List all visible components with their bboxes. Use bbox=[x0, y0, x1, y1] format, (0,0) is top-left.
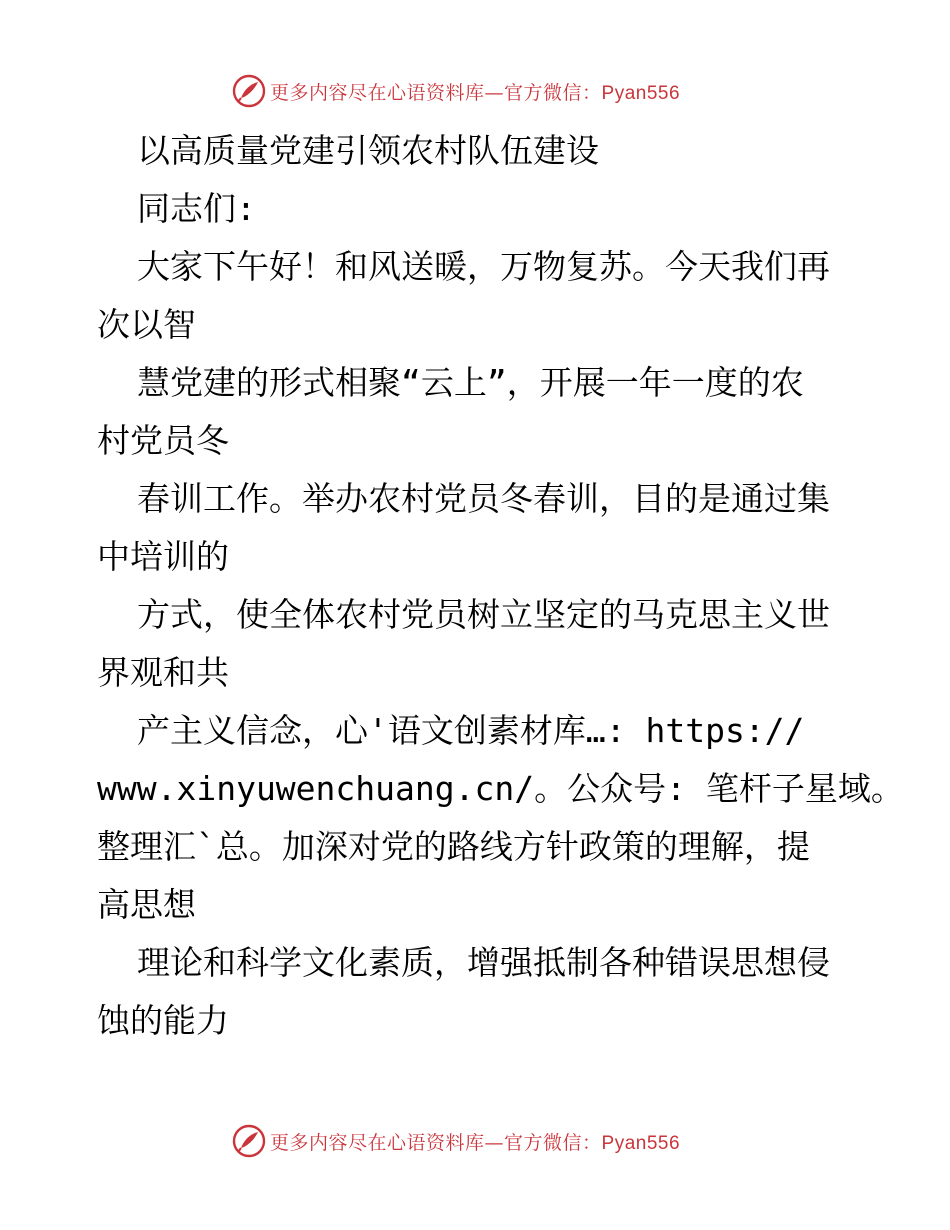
wechat-id: Pyan556 bbox=[601, 1132, 681, 1154]
header-banner bbox=[232, 74, 712, 108]
body-line: 理论和科学文化素质，增强抵制各种错误思想侵 bbox=[137, 943, 830, 982]
salutation: 同志们: bbox=[137, 189, 256, 228]
body-line: 中培训的 bbox=[97, 537, 229, 576]
header-banner-text bbox=[270, 78, 680, 105]
document-title: 以高质量党建引领农村队伍建设 bbox=[137, 131, 599, 170]
banner-label: 更多内容尽在心语资料库—官方微信： bbox=[270, 81, 602, 104]
body-line: 产主义信念，心'语文创素材库…: https:// bbox=[137, 711, 805, 750]
wechat-id: Pyan556 bbox=[601, 82, 681, 104]
body-line: www.xinyuwenchuang.cn/。公众号: 笔杆子星域。 bbox=[97, 769, 904, 808]
banner-label: 更多内容尽在心语资料库—官方微信： bbox=[270, 1131, 602, 1154]
quill-logo-icon bbox=[232, 1124, 266, 1158]
footer-banner-text bbox=[270, 1128, 680, 1155]
body-line: 慧党建的形式相聚“云上”，开展一年一度的农 bbox=[137, 363, 804, 402]
body-line: 大家下午好！和风送暖，万物复苏。今天我们再 bbox=[137, 247, 830, 286]
quill-logo-icon bbox=[232, 74, 266, 108]
body-line: 次以智 bbox=[97, 305, 196, 344]
document-body bbox=[97, 122, 904, 1050]
body-line: 整理汇`总。加深对党的路线方针政策的理解，提 bbox=[97, 827, 810, 866]
body-line: 高思想 bbox=[97, 885, 196, 924]
body-line: 春训工作。举办农村党员冬春训，目的是通过集 bbox=[137, 479, 830, 518]
body-line: 蚀的能力 bbox=[97, 1001, 229, 1040]
body-line: 界观和共 bbox=[97, 653, 229, 692]
footer-banner bbox=[232, 1124, 712, 1158]
body-line: 村党员冬 bbox=[97, 421, 229, 460]
body-line: 方式，使全体农村党员树立坚定的马克思主义世 bbox=[137, 595, 830, 634]
